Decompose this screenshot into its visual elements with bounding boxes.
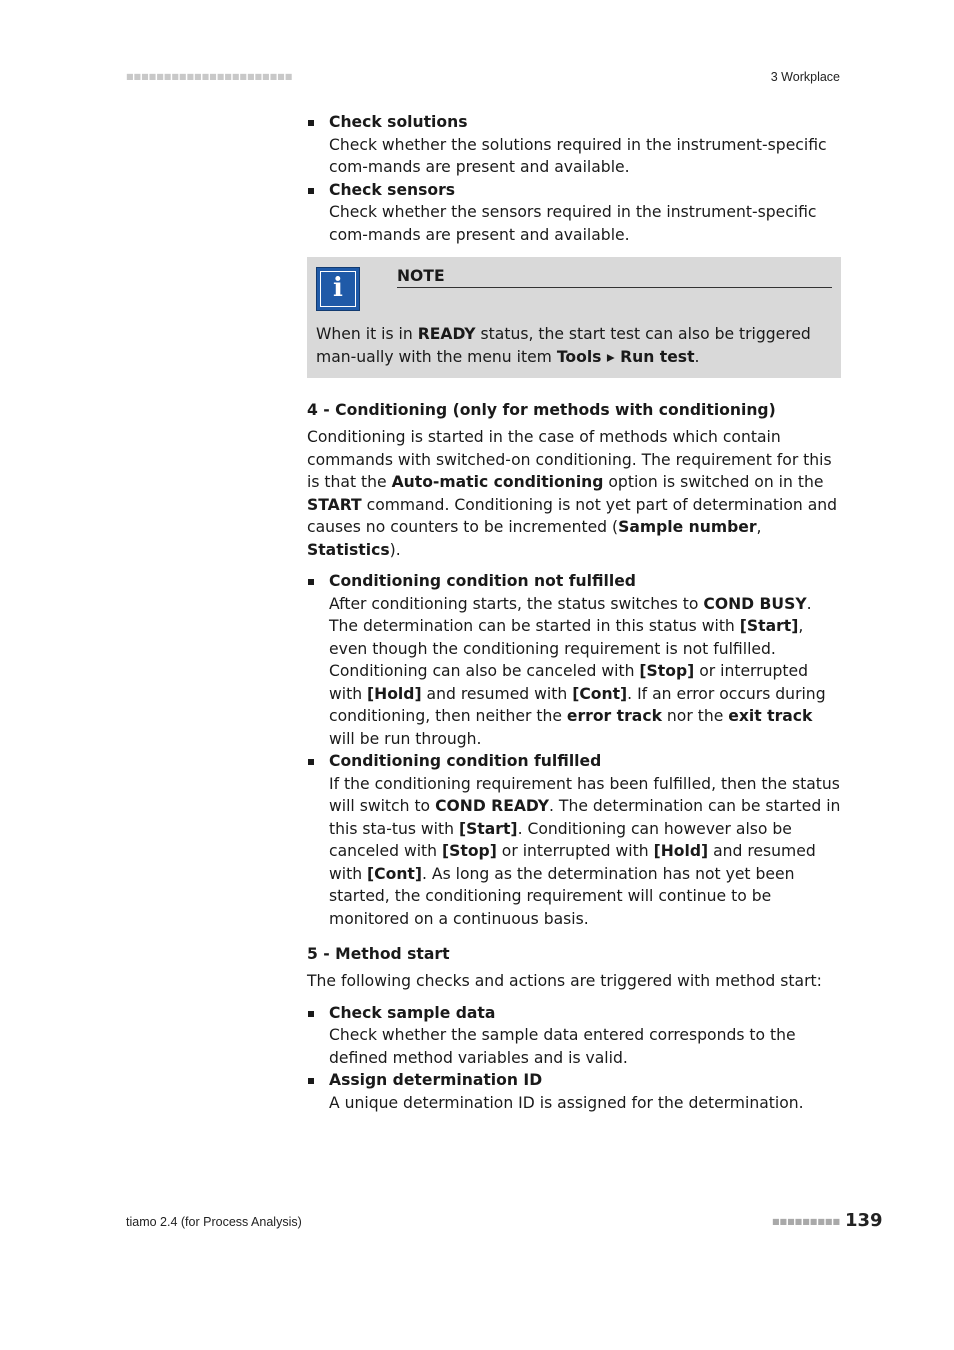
item-title: Assign determination ID bbox=[329, 1071, 543, 1089]
list-item bbox=[307, 750, 841, 930]
section-heading: 5 - Method start bbox=[307, 945, 450, 963]
item-text: A unique determination ID is assigned for the determination. bbox=[329, 1093, 804, 1112]
footer-decoration: ■■■■■■■■■ bbox=[772, 1217, 841, 1226]
bullet-square-icon bbox=[308, 1011, 314, 1017]
bullet-square-icon bbox=[308, 759, 314, 765]
section-paragraph: Conditioning is started in the case of methods which contain commands with switched-on conditioning. The requirement for this is that the Auto-matic conditioning option is switched on in the START command. Conditioning is not yet part of determination and causes no counters to be incremented (Sample number, Statistics). bbox=[307, 428, 838, 559]
item-title: Conditioning condition fulfilled bbox=[329, 752, 602, 770]
list-item bbox=[307, 1069, 841, 1114]
item-title: Check sensors bbox=[329, 180, 456, 199]
section-heading: 4 - Conditioning (only for methods with conditioning) bbox=[307, 401, 776, 419]
item-text: Check whether the solutions required in the instrument-specific com-mands are present and available. bbox=[329, 135, 827, 176]
chapter-title: 3 Workplace bbox=[770, 70, 840, 84]
item-title: Check solutions bbox=[329, 113, 468, 131]
item-title: Conditioning condition not fulfilled bbox=[329, 572, 636, 590]
note-box bbox=[307, 257, 841, 378]
list-item bbox=[307, 1002, 841, 1070]
header-decoration: ■■■■■■■■■■■■■■■■■■■■■■ bbox=[126, 72, 293, 81]
page-number: 139 bbox=[845, 1210, 883, 1231]
bullet-square-icon bbox=[308, 1078, 314, 1084]
page-content bbox=[307, 111, 841, 1114]
note-heading: NOTE bbox=[397, 265, 832, 288]
bullet-square-icon bbox=[308, 579, 314, 585]
item-text: Check whether the sensors required in the instrument-specific com-mands are present and available. bbox=[329, 203, 817, 244]
bullet-square-icon bbox=[308, 120, 314, 126]
item-text: Check whether the sample data entered corresponds to the defined method variables and is valid. bbox=[329, 1026, 796, 1067]
list-item bbox=[307, 570, 841, 750]
section-paragraph: The following checks and actions are triggered with method start: bbox=[307, 972, 822, 990]
item-text: After conditioning starts, the status switches to COND BUSY. The determination can be started in this status with [Start], even though the conditioning requirement is not fulfilled. Conditioning can also be canceled with [Stop] or interrupted with [Hold] and resumed with [Cont]. If an error occurs during conditioning, then neither the error track nor the exit track will be run through. bbox=[329, 594, 826, 748]
footer-product: tiamo 2.4 (for Process Analysis) bbox=[126, 1215, 302, 1229]
note-text: When it is in READY status, the start test can also be triggered man-ually with the menu item Tools ▸ Run test. bbox=[316, 325, 811, 366]
bullet-square-icon bbox=[308, 188, 314, 194]
list-item bbox=[307, 179, 841, 247]
item-text: If the conditioning requirement has been fulfilled, then the status will switch to COND READY. The determination can be started in this sta-tus with [Start]. Conditioning can however also be canceled with [Stop] or interrupted with [Hold] and resumed with [Cont]. As long as the determination has not yet been started, the conditioning requirement will continue to be monitored on a continuous basis. bbox=[329, 774, 841, 928]
list-item bbox=[307, 111, 841, 179]
item-title: Check sample data bbox=[329, 1003, 496, 1022]
info-icon: i bbox=[316, 267, 360, 311]
